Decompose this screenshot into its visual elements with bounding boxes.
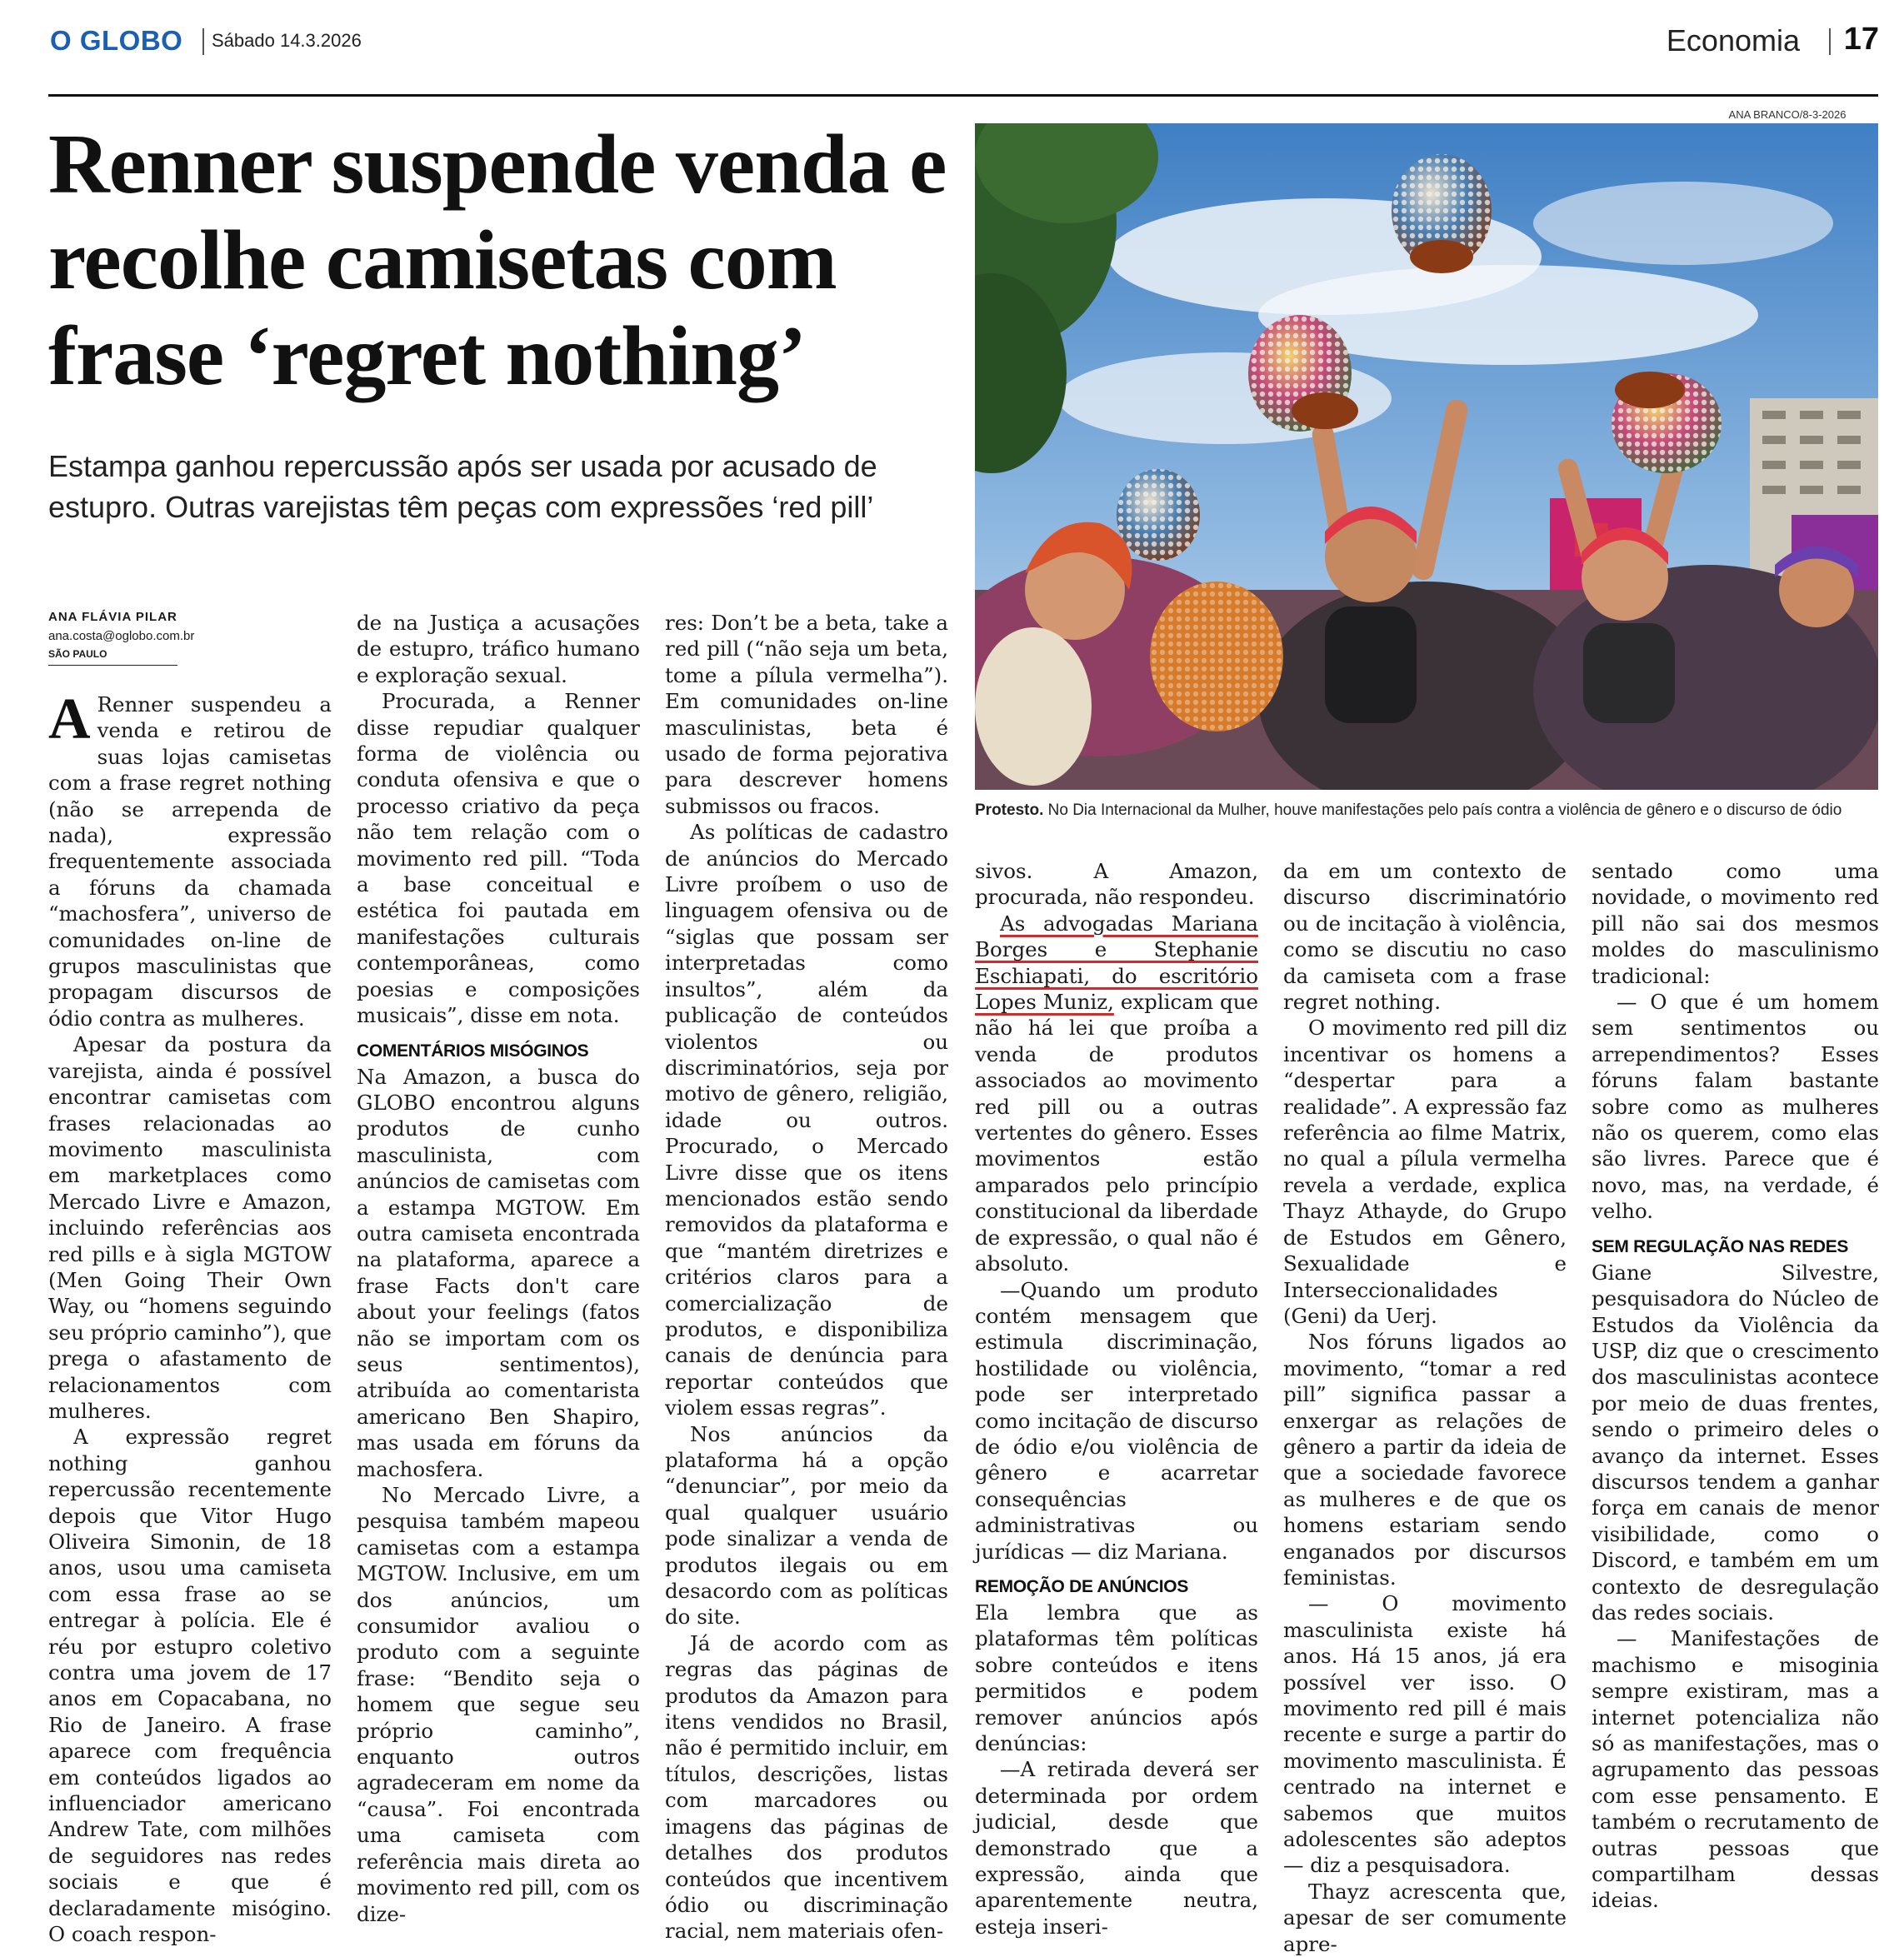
article-paragraph: da em um contexto de discurso discriminatório ou de incitação à violência, como se discutiu no caso da camiseta com a frase regret nothing. bbox=[1283, 859, 1567, 1015]
article-paragraph: res: Don’t be a beta, take a red pill (“não seja um beta, tome a pílula vermelha”). Em comunidades on-line masculinistas, beta é usado de forma pejorativa para descrever homens submissos ou fracos. bbox=[665, 611, 948, 818]
photo-credit: ANA BRANCO/8-3-2026 bbox=[1728, 108, 1847, 121]
headline: Renner suspende venda e recolhe camisetas com frase ‘regret nothing’ bbox=[48, 117, 947, 403]
article-paragraph: As advogadas Mariana Borges e Stephanie Eschiapati, do escritório Lopes Muniz, explicam que não há lei que proíba a venda de produtos associados ao movimento red pill ou a outras vertentes do gênero. Esses movimentos estão amparados pelo princípio constitucional da liberdade de expressão, o qual não é absoluto. bbox=[975, 911, 1258, 1276]
author-email[interactable]: ana.costa@oglobo.com.br bbox=[48, 629, 195, 643]
photo-caption bbox=[975, 801, 1883, 820]
article-paragraph: Apesar da postura da varejista, ainda é possível encontrar camisetas com frases relacionadas ao movimento masculinista em marketplaces como Mercado Livre e Amazon, incluindo referências aos red pills e à sigla MGTOW (Men Going Their Own Way, ou “homens seguindo seu próprio caminho”), que prega o afastamento de relacionamentos com mulheres. bbox=[48, 1032, 332, 1423]
subhead-comentarios-misoginos: COMENTÁRIOS MISÓGINOS bbox=[357, 1041, 589, 1061]
article-paragraph: de na Justiça a acusações de estupro, tráfico humano e exploração sexual. bbox=[357, 611, 640, 687]
caption-label: Protesto. bbox=[975, 801, 1044, 819]
page-number: 17 bbox=[1843, 22, 1879, 57]
article-paragraph: Na Amazon, a busca do GLOBO encontrou alguns produtos de cunho masculinista, com anúncios de camisetas com a estampa MGTOW. Em outra camiseta encontrada na plataforma, aparece a frase Facts don't care about your feelings (fatos não se importam com os seus sentimentos), atribuída ao comentarista americano Ben Shapiro, mas usada em fóruns da machosfera. bbox=[357, 1064, 640, 1481]
article-paragraph: —A retirada deverá ser determinada por ordem judicial, desde que demonstrado que a expressão, ainda que aparentemente neutra, esteja inseri- bbox=[975, 1757, 1258, 1939]
article-column-1 bbox=[48, 687, 332, 1948]
article-paragraph: — O movimento masculinista existe há anos. Há 15 anos, já era possível ver isso. O movimento red pill é mais recente e surge a partir do movimento masculinista. É centrado na internet e sabemos que muitos adolescentes são adeptos — diz a pesquisadora. bbox=[1283, 1591, 1567, 1878]
article-paragraph: Procurada, a Renner disse repudiar qualquer forma de violência ou conduta ofensiva e que o processo criativo da peça não tem relação com o movimento red pill. “Toda a base conceitual e estética foi pautada em manifestações culturais contemporâneas, como poesias e composições musicais”, disse em nota. bbox=[357, 689, 640, 1028]
article-paragraph: —Quando um produto contém mensagem que estimula discriminação, hostilidade ou violência, pode ser interpretado como incitação de discurso de ódio e/ou violência de gênero e acarretar consequências administrativas ou jurídicas — diz Mariana. bbox=[975, 1277, 1258, 1564]
header-divider bbox=[1829, 28, 1831, 55]
highlighted-text: As advogadas Mariana Borges e Stephanie Eschiapati, do escritório Lopes Muniz, bbox=[975, 911, 1258, 1015]
subhead-remocao-de-anuncios: REMOÇÃO DE ANÚNCIOS bbox=[975, 1576, 1189, 1596]
article-paragraph: A Renner suspendeu a venda e retirou de suas lojas camisetas com a frase regret nothing (não se arrependa de nada), expressão frequentemente associada a fóruns da chamada “machosfera”, universo de comunidades on-line de grupos masculinistas que propagam discursos de ódio contra as mulheres. bbox=[48, 687, 332, 1031]
article-paragraph: — O que é um homem sem sentimentos ou arrependimentos? Esses fóruns falam bastante sobre como as mulheres não os querem, como elas são livres. Parece que é novo, mas, na verdade, é velho. bbox=[1592, 990, 1879, 1224]
article-paragraph: sivos. A Amazon, procurada, não respondeu. bbox=[975, 859, 1258, 910]
article-paragraph: Giane Silvestre, pesquisadora do Núcleo de Estudos da Violência da USP, diz que o crescimento dos masculinistas acontece por meio de duas frentes, sendo o primeiro deles o avanço da internet. Esses discursos tendem a ganhar força em canais de menor visibilidade, como o Discord, e também em um contexto de desregulação das redes sociais. bbox=[1592, 1260, 1879, 1625]
section-name: Economia bbox=[1666, 23, 1800, 57]
byline bbox=[48, 610, 215, 666]
article-paragraph: Nos anúncios da plataforma há a opção “denunciar”, por meio da qual qualquer usuário pode sinalizar a venda de produtos ilegais ou em desacordo com as políticas do site. bbox=[665, 1421, 948, 1630]
subhead-sem-regulacao-nas-redes: SEM REGULAÇÃO NAS REDES bbox=[1592, 1236, 1849, 1256]
article-paragraph: A expressão regret nothing ganhou repercussão recentemente depois que Vitor Hugo Oliveira Simonin, de 18 anos, usou uma camiseta com essa frase ao se entregar à polícia. Ele é réu por estupro coletivo contra uma jovem de 17 anos em Copacabana, no Rio de Janeiro. A frase aparece com frequência em conteúdos ligados ao influenciador americano Andrew Tate, com milhões de seguidores nas redes sociais e que é declaradamente misógino. O coach respon- bbox=[48, 1425, 332, 1947]
dateline-city: SÃO PAULO bbox=[48, 648, 177, 666]
article-column-4 bbox=[975, 858, 1258, 1940]
drop-cap: A bbox=[48, 687, 91, 751]
newspaper-logo: O GLOBO bbox=[50, 25, 183, 56]
header-divider bbox=[202, 28, 204, 55]
header-rule bbox=[48, 94, 1878, 97]
author-name: ANA FLÁVIA PILAR bbox=[48, 610, 177, 624]
edition-date: Sábado 14.3.2026 bbox=[212, 30, 362, 51]
protest-photo bbox=[975, 123, 1878, 790]
article-paragraph: Ela lembra que as plataformas têm políticas sobre conteúdos e itens permitidos e podem remover anúncios após denúncias: bbox=[975, 1600, 1258, 1755]
article-column-5 bbox=[1283, 858, 1567, 1957]
article-column-6 bbox=[1592, 858, 1879, 1914]
article-paragraph: Nos fóruns ligados ao movimento, “tomar a red pill” significa passar a enxergar as relações de gênero a partir da ideia de que a sociedade favorece as mulheres e de que os homens estariam sendo enganados por discursos feministas. bbox=[1283, 1330, 1567, 1590]
article-column-2 bbox=[357, 610, 640, 1927]
article-paragraph: Já de acordo com as regras das páginas de produtos da Amazon para itens vendidos no Brasil, não é permitido incluir, em títulos, descrições, listas com marcadores ou imagens das páginas de detalhes dos produtos conteúdos que incentivem ódio ou discriminação racial, nem materiais ofen- bbox=[665, 1630, 948, 1944]
article-paragraph: Thayz acrescenta que, apesar de ser comumente apre- bbox=[1283, 1879, 1567, 1956]
article-paragraph: As políticas de cadastro de anúncios do Mercado Livre proíbem o uso de linguagem ofensiva ou de “siglas que possam ser interpretadas como insultos”, além da publicação de conteúdos violentos ou discriminatórios, seja por motivo de gênero, religião, idade ou outros. Procurado, o Mercado Livre disse que os itens mencionados estão sendo removidos da plataforma e que “mantém diretrizes e critérios claros para a comercialização de produtos, e disponibiliza canais de denúncia para reportar conteúdos que violem essas regras”. bbox=[665, 820, 948, 1420]
caption-text: No Dia Internacional da Mulher, houve manifestações pelo país contra a violência de gênero e o discurso de ódio bbox=[1047, 801, 1842, 819]
subheadline: Estampa ganhou repercussão após ser usada por acusado de estupro. Outras varejistas têm peças com expressões ‘red pill’ bbox=[48, 449, 877, 524]
article-column-3 bbox=[665, 610, 948, 1945]
article-paragraph: No Mercado Livre, a pesquisa também mapeou camisetas com a estampa MGTOW. Inclusive, em um dos anúncios, um consumidor avaliou o produto com a seguinte frase: “Bendito seja o homem que segue seu próprio caminho”, enquanto outros agradeceram em nome da “causa”. Foi encontrada uma camiseta com referência mais direta ao movimento red pill, com os dize- bbox=[357, 1483, 640, 1926]
article-paragraph: sentado como uma novidade, o movimento red pill não sai dos mesmos moldes do masculinismo tradicional: bbox=[1592, 859, 1879, 988]
article-paragraph: — Manifestações de machismo e misoginia sempre existiram, mas a internet potencializa não só as manifestações, mas o agrupamento das pessoas com esse pensamento. E também o recrutamento de outras pessoas que compartilham dessas ideias. bbox=[1592, 1626, 1879, 1913]
article-paragraph: O movimento red pill diz incentivar os homens a “despertar para a realidade”. A expressão faz referência ao filme Matrix, no qual a pílula vermelha revela a verdade, explica Thayz Athayde, do Grupo de Estudos em Gênero, Sexualidade e Interseccionalidades (Geni) da Uerj. bbox=[1283, 1016, 1567, 1328]
